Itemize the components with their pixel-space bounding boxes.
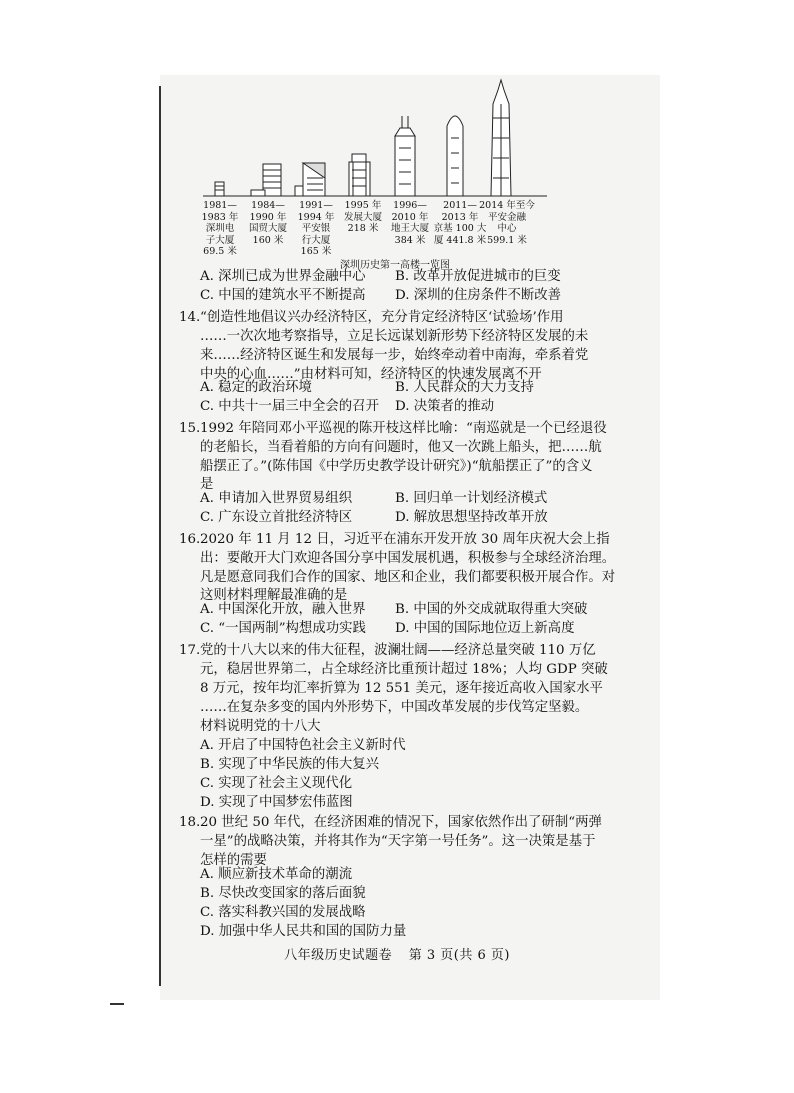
q18-number: 18. [179, 815, 201, 830]
q15-option-d: D. 解放思想坚持改革开放 [395, 510, 548, 525]
q15-stem-line: 的老船长，当看着船的方向有问题时，他又一次跳上船头，把……航 [200, 440, 602, 455]
q15-option-a: A. 申请加入世界贸易组织 [200, 491, 353, 506]
q17-option-b: B. 实现了中华民族的伟大复兴 [200, 757, 380, 772]
building-caption: 2014 年至今 平安金融 中心 599.1 米 [479, 200, 535, 246]
figure-caption: 深圳历史第一高楼一览图 [340, 260, 450, 271]
q16-stem-line: 2020 年 11 月 12 日，习近平在浦东开发开放 30 周年庆祝大会上指 [200, 532, 610, 547]
q14-stem-line: “创造性地倡议兴办经济特区，充分肯定经济特区‘试验场’作用 [200, 310, 564, 325]
q17-stem-line: ……在复杂多变的国内外形势下，中国改革发展的步伐笃定坚毅。 [200, 700, 589, 715]
q17-stem-line: 元，稳居世界第二，占全球经济比重预计超过 18%；人均 GDP 突破 [200, 662, 608, 677]
page-number: 第 3 页(共 6 页) [408, 948, 510, 963]
q16-stem-line: 出：要敞开大门欢迎各国分享中国发展机遇，积极参与全球经济治理。 [200, 551, 616, 566]
q14-option-d: D. 决策者的推动 [395, 399, 495, 414]
q15-option-b: B. 回归单一计划经济模式 [395, 491, 548, 506]
q14-stem-line: ……一次次地考察指导，立足长远谋划新形势下经济特区发展的未 [200, 329, 589, 344]
q15-number: 15. [179, 421, 201, 436]
q16-option-c: C. “一国两制”构想成功实践 [200, 621, 366, 636]
q18-stem-line: 一星”的战略决策，并将其作为“天字第一号任务”。这一决策是基于 [200, 834, 596, 849]
q14-stem-line: 中央的心血……”由材料可知，经济特区的快速发展离不开 [200, 367, 542, 382]
q18-stem-line: 怎样的需要 [200, 853, 267, 868]
q17-stem-line: 8 万元，按年均汇率折算为 12 551 美元，逐年接近高收入国家水平 [200, 681, 603, 696]
q16-number: 16. [179, 532, 201, 547]
q14-option-b: B. 人民群众的大力支持 [395, 380, 534, 395]
q18-option-d: D. 加强中华人民共和国的国防力量 [200, 924, 407, 939]
q18-option-a: A. 顺应新技术革命的潮流 [200, 867, 353, 882]
q15-stem-line: 是 [200, 477, 214, 492]
q13-option-b: B. 改革开放促进城市的巨变 [395, 269, 561, 284]
q13-option-c: C. 中国的建筑水平不断提高 [200, 288, 366, 303]
q15-stem-line: 1992 年陪同邓小平巡视的陈开枝这样比喻：“南巡就是一个已经退役 [200, 421, 607, 436]
q16-option-d: D. 中国的国际地位迈上新高度 [395, 621, 575, 636]
building-caption: 1995 年 发展大厦 218 米 [343, 200, 382, 235]
q13-option-a: A. 深圳已成为世界金融中心 [200, 269, 366, 284]
q17-number: 17. [179, 643, 201, 658]
q17-option-d: D. 实现了中国梦宏伟蓝图 [200, 795, 353, 810]
q17-option-c: C. 实现了社会主义现代化 [200, 776, 353, 791]
q14-option-c: C. 中共十一届三中全会的召开 [200, 399, 379, 414]
building-caption: 2011— 2013 年 京基 100 大 厦 441.8 米 [433, 200, 487, 246]
building-caption: 1991— 1994 年 平安银 行大厦 165 米 [297, 200, 335, 258]
q17-stem-line: 党的十八大以来的伟大征程，波澜壮阔——经济总量突破 110 万亿 [200, 643, 596, 658]
q15-option-c: C. 广东设立首批经济特区 [200, 510, 353, 525]
q17-stem-line: 材料说明党的十八大 [200, 719, 321, 734]
building-caption: 1984— 1990 年 国贸大厦 160 米 [248, 200, 287, 246]
q14-stem-line: 来……经济特区诞生和发展每一步，始终牵动着中南海，牵系着党 [200, 348, 589, 363]
q15-stem-line: 船摆正了。”(陈伟国《中学历史教学设计研究》)“航船摆正了”的含义 [200, 459, 593, 474]
q16-stem-line: 这则材料理解最准确的是 [200, 588, 348, 603]
q18-stem-line: 20 世纪 50 年代，在经济困难的情况下，国家依然作出了研制“两弹 [200, 815, 602, 830]
q13-option-d: D. 深圳的住房条件不断改善 [395, 288, 562, 303]
q16-option-b: B. 中国的外交成就取得重大突破 [395, 602, 588, 617]
q14-number: 14. [179, 310, 201, 325]
page-footer [0, 944, 794, 963]
q17-option-a: A. 开启了中国特色社会主义新时代 [200, 738, 406, 753]
building-caption: 1996— 2010 年 地王大厦 384 米 [390, 200, 429, 246]
building-caption: 1981— 1983 年 深圳电 子大厦 69.5 米 [201, 200, 239, 258]
q14-option-a: A. 稳定的政治环境 [200, 380, 312, 395]
q18-option-c: C. 落实科教兴国的发展战略 [200, 905, 366, 920]
q16-option-a: A. 中国深化开放，融入世界 [200, 602, 366, 617]
exam-name: 八年级历史试题卷 [284, 948, 393, 963]
q16-stem-line: 凡是愿意同我们合作的国家、地区和企业，我们都要积极开展合作。对 [200, 570, 616, 585]
q18-option-b: B. 尽快改变国家的落后面貌 [200, 886, 366, 901]
